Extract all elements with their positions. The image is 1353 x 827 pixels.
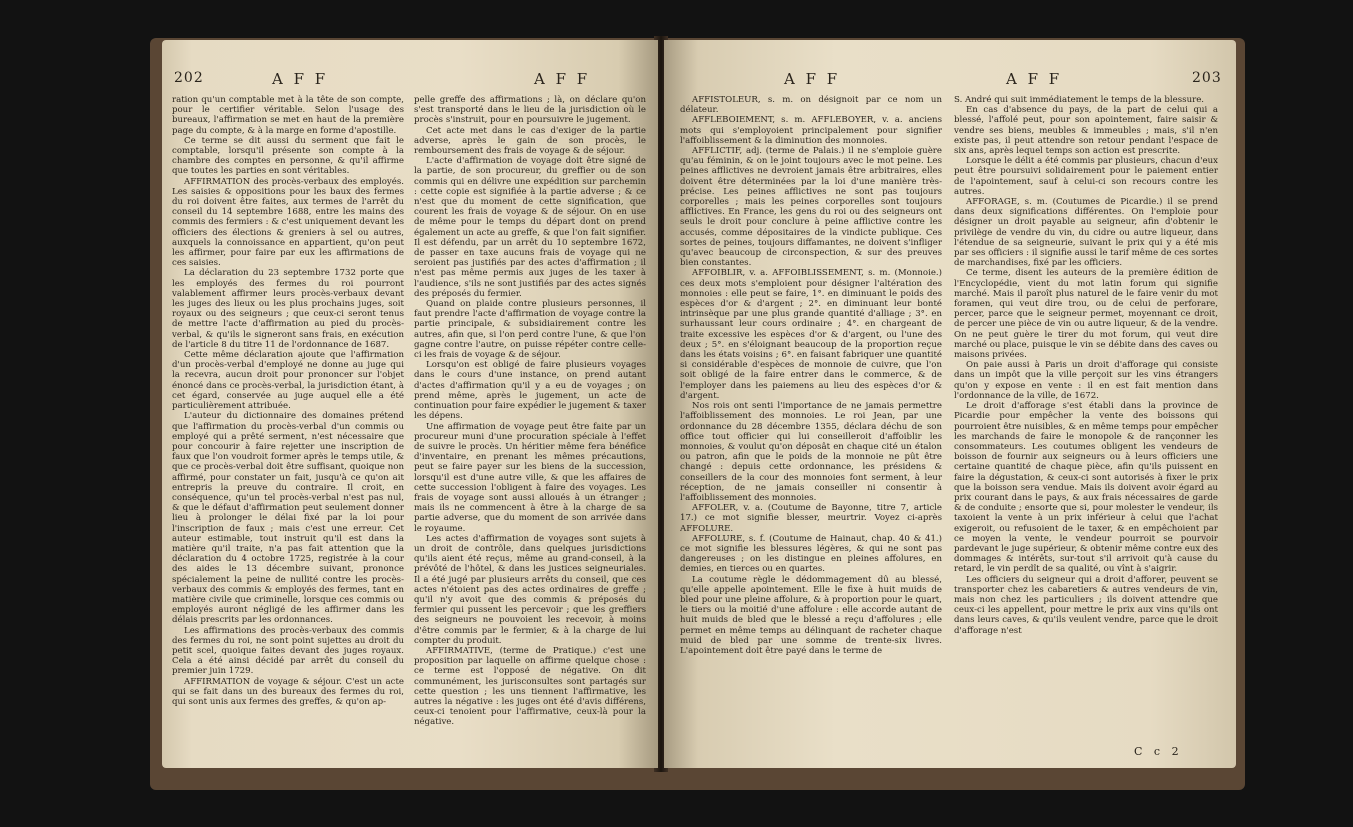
paragraph: AFFLEBOIEMENT, s. m. AFFLEBOYER, v. a. anciens mots qui s'employoient principalement pour signifier l'affoiblissement & la diminution des monnoies. (680, 115, 942, 146)
paragraph: On paie aussi à Paris un droit d'afforage qui consiste dans un impôt que la ville perçoit sur les vins étrangers qu'on y expose en vente : il en est fait mention dans l'ordonnance de la ville, de 1672. (954, 360, 1218, 401)
paragraph: Nos rois ont senti l'importance de ne jamais permettre l'affoiblissement des monnoies. Le roi Jean, par une ordonnance du 28 décembre 1355, déclara déchu de son office tout officier qui lui conseilleroit d'affoiblir les monnoies, & voulut qu'on déposât en chaque cité un étalon ou patron, afin que le poids de la monnoie ne pût être changé : depuis cette ordonnance, les présidens & conseillers de la cour des monnoies font serment, à leur réception, de ne jamais conseiller ni consentir à l'affoiblissement des monnoies. (680, 401, 942, 503)
right-page-column-1 (680, 95, 942, 752)
paragraph: AFFLICTIF, adj. (terme de Palais.) il ne s'emploie guère qu'au féminin, & on le joint toujours avec le mot peine. Les peines afflictives ne devroient jamais être arbitraires, elles doivent être déterminées par la loi d'une manière très-précise. Les peines afflictives ne sont pas toujours corporelles ; mais les peines corporelles sont toujours afflictives. En France, les gens du roi ou des seigneurs ont seuls le droit pour conclure à peine afflictive contre les accusés, comme dépositaires de la vindicte publique. Ces sortes de peines, toujours diffamantes, ne doivent s'infliger qu'avec beaucoup de circonspection, & sur des preuves bien constantes. (680, 146, 942, 269)
running-head-left: A F F (272, 70, 329, 88)
paragraph: Ce terme, disent les auteurs de la première édition de l'Encyclopédie, vient du mot latin forum qui signifie marché. Mais il paroît plus naturel de le faire venir du mot foramen, qui veut dire trou, ou de celui de perforare, percer, parce que le seigneur permet, moyennant ce droit, de percer une pièce de vin ou autre liqueur, & de la vendre. On ne peut guère le tirer du mot forum, qui veut dire marché ou place, puisque le vin se débite dans des caves ou maisons privées. (954, 268, 1218, 361)
paragraph: Quand on plaide contre plusieurs personnes, il faut prendre l'acte d'affirmation de voyage contre la partie principale, & subsidiairement contre les autres, afin que, si l'on perd contre l'une, & que l'on gagne contre l'autre, on puisse répéter contre celle-ci les frais de voyage & de séjour. (414, 299, 646, 361)
paragraph: Cette même déclaration ajoute que l'affirmation d'un procès-verbal d'employé ne donne au juge qui la recevra, aucun droit pour prononcer sur l'objet énoncé dans ce procès-verbal, la jurisdiction étant, à cet égard, conservée au juge auquel elle a été particulièrement attribuée. (172, 350, 404, 412)
paragraph: En cas d'absence du pays, de la part de celui qui a blessé, l'affolé peut, pour son apointement, faire saisir & vendre ses biens, meubles & immeubles ; mais, s'il n'en existe pas, il peut attendre son retour pendant l'espace de six ans, après lequel temps son action est prescrite. (954, 105, 1218, 157)
paragraph: Les officiers du seigneur qui a droit d'afforer, peuvent se transporter chez les cabaretiers & autres vendeurs de vin, mais non chez les particuliers ; ils doivent attendre que ceux-ci les appellent, pour mettre le prix aux vins qu'ils ont dans leurs caves, & qu'ils veulent vendre, parce que le droit d'afforage n'est (954, 574, 1218, 636)
paragraph: L'auteur du dictionnaire des domaines prétend que l'affirmation du procès-verbal d'un commis ou employé qui a prêté serment, n'est nécessaire que pour concourir à faire rejetter une inscription de faux que l'on voudroit former après le temps utile, & que ce procès-verbal doit être suffisant, quoique non affirmé, pour constater un fait, jusqu'à ce qu'on ait entrepris la preuve du contraire. Il croit, en conséquence, qu'un tel procès-verbal n'est pas nul, & que le défaut d'affirmation peut seulement donner lieu à prolonger le délai fixé par la loi pour l'inscription de faux ; mais c'est une erreur. Cet auteur estimable, tout instruit qu'il est dans la matière qu'il traite, n'a pas fait attention que la déclaration du 4 octobre 1725, registrée à la cour des aides le 13 décembre suivant, prononce spécialement la peine de nullité contre les procès-verbaux des commis & employés des fermes, tant en matière civile que criminelle, lorsque ces commis ou employés auront négligé de les affirmer dans les délais prescrits par les ordonnances. (172, 411, 404, 626)
paragraph: Le droit d'afforage s'est établi dans la province de Picardie pour empêcher la vente des boissons qui pourroient être nuisibles, & en même temps pour empêcher les marchands de faire le monopole & de rançonner les consommateurs. Les coutumes obligent les vendeurs de boisson de fournir aux seigneurs ou à leurs officiers une certaine quantité de chaque pièce, afin qu'ils puissent en faire la dégustation, & ceux-ci sont autorisés à fixer le prix que la boisson sera vendue. Mais ils doivent avoir égard au prix courant dans le pays, & aux frais nécessaires de garde & de conduite ; ensorte que si, pour molester le vendeur, ils taxoient la vente à un prix inférieur à celui que l'achat exigeroit, ou refusoient de le taxer, & en empêchoient par ce moyen la vente, le vendeur pourroit se pourvoir pardevant le juge supérieur, & obtenir même contre eux des dommages & intérêts, sur-tout s'il arrivoit qu'à cause du retard, le vin perdît de sa qualité, ou vînt à s'aigrir. (954, 401, 1218, 575)
paragraph: AFFIRMATIVE, (terme de Pratique.) c'est une proposition par laquelle on affirme quelque chose : ce terme est l'opposé de négative. On dit communément, les jurisconsultes sont partagés sur cette question ; les uns tiennent l'affirmative, les autres la négative : les juges ont été d'avis différens, ceux-ci tenoient pour l'affirmative, ceux-là pour la négative. (414, 645, 646, 728)
paragraph: AFFISTOLEUR, s. m. on désignoit par ce nom un délateur. (680, 95, 942, 116)
paragraph: L'acte d'affirmation de voyage doit être signé de la partie, de son procureur, du greffier ou de son commis qui en délivre une expédition sur parchemin : cette copie est signifiée à la partie adverse ; & ce n'est que du moment de cette signification, que courent les frais de voyage & de séjour. On en use de même pour le temps du départ dont on prend également un acte au greffe, & que l'on fait signifier. Il est défendu, par un arrêt du 10 septembre 1672, de passer en taxe aucuns frais de voyage qui ne seroient pas justifiés par des actes d'affirmation ; il n'est pas même permis aux juges de les taxer à l'audience, s'ils ne sont justifiés par des actes signés des préposés du fermier. (414, 156, 646, 299)
right-page (664, 40, 1236, 768)
paragraph: Cet acte met dans le cas d'exiger de la partie adverse, après le gain de son procès, le remboursement des frais de voyage & de séjour. (414, 125, 646, 157)
paragraph: AFFOLER, v. a. (Coutume de Bayonne, titre 7, article 17.) ce mot signifie blesser, meurtrir. Voyez ci-après AFFOLURE. (680, 503, 942, 534)
paragraph: Les affirmations des procès-verbaux des commis des fermes du roi, ne sont point sujettes au droit du petit scel, quoique faites devant des juges royaux. Cela a été ainsi décidé par arrêt du conseil du premier juin 1729. (172, 625, 404, 677)
paragraph: pelle greffe des affirmations ; là, on déclare qu'on s'est transporté dans le lieu de la jurisdiction où le procès s'instruit, pour en poursuivre le jugement. (414, 95, 646, 126)
signature-mark: C c 2 (1134, 745, 1183, 758)
left-page-column-1 (172, 95, 404, 752)
left-page (162, 40, 658, 768)
running-head-right: A F F (534, 70, 591, 88)
right-page-header (664, 70, 1236, 90)
paragraph: AFFIRMATION de voyage & séjour. C'est un acte qui se fait dans un des bureaux des fermes du roi, qui sont unis aux fermes des greffes, & qu'on ap- (172, 676, 404, 707)
paragraph: AFFIRMATION des procès-verbaux des employés. Les saisies & oppositions pour les baux des fermes du roi doivent être faites, aux termes de l'arrêt du conseil du 14 septembre 1688, entre les mains des commis des fermiers : & c'est uniquement devant les officiers des élections & greniers à sel ou autres, auxquels la connoissance en appartient, qu'on peut les affirmer, pour faire par eux les affirmations de ces saisies. (172, 176, 404, 269)
paragraph: Ce terme se dit aussi du serment que fait le comptable, lorsqu'il présente son compte à la chambre des comptes en personne, & qu'il affirme que toutes les parties en sont véritables. (172, 135, 404, 177)
paragraph: La déclaration du 23 septembre 1732 porte que les employés des fermes du roi pourront valablement affirmer leurs procès-verbaux devant les juges des lieux ou les plus prochains juges, soit royaux ou des seigneurs ; que ceux-ci seront tenus de mettre l'acte d'affirmation au pied du procès-verbal, & qu'ils le signeront sans frais, en exécution de l'article 8 du titre 11 de l'ordonnance de 1687. (172, 268, 404, 350)
paragraph: AFFOIBLIR, v. a. AFFOIBLISSEMENT, s. m. (Monnoie.) ces deux mots s'emploient pour désigner l'altération des monnoies : elle peut se faire, 1°. en diminuant le poids des espèces d'or & d'argent ; 2°. en diminuant leur bonté intrinsèque par une plus grande quantité d'alliage ; 3°. en surhaussant leur cours ordinaire ; 4°. en chargeant de traite excessive les espèces d'or & d'argent, ou l'une des deux ; 5°. en s'éloignant beaucoup de la proportion reçue dans les états voisins ; 6°. en faisant fabriquer une quantité si considérable d'espèces de monnoie de cuivre, que l'on soit obligé de la faire entrer dans le commerce, & de l'employer dans les paiemens au lieu des espèces d'or & d'argent. (680, 268, 942, 401)
running-head-right: A F F (1006, 70, 1063, 88)
running-head-left: A F F (784, 70, 841, 88)
paragraph: Lorsque le délit a été commis par plusieurs, chacun d'eux peut être poursuivi solidairement pour le paiement entier de l'apointement, sauf à celui-ci son recours contre les autres. (954, 156, 1218, 197)
paragraph: Lorsqu'on est obligé de faire plusieurs voyages dans le cours d'une instance, on prend autant d'actes d'affirmation qu'il y a eu de voyages ; on prend même, après le jugement, un acte de continuation pour faire expédier le jugement & taxer les dépens. (414, 360, 646, 422)
paragraph: ration qu'un comptable met à la tête de son compte, pour le certifier véritable. Selon l'usage des bureaux, l'affirmation se met en haut de la première page du compte, & à la marge en forme d'apostille. (172, 95, 404, 136)
paragraph: AFFOLURE, s. f. (Coutume de Hainaut, chap. 40 & 41.) ce mot signifie les blessures légères, & qui ne sont pas dangereuses ; on les distingue en pleines affolures, en demies, en tierces ou en quartes. (680, 533, 942, 575)
paragraph: Une affirmation de voyage peut être faite par un procureur muni d'une procuration spéciale à l'effet de suivre le procès. Un héritier même fera bénéfice d'inventaire, en prenant les mêmes précautions, peut se faire payer sur les biens de la succession, lorsqu'il est d'une autre ville, & que les affaires de cette succession l'obligent à faire des voyages. Les frais de voyage sont aussi alloués à un étranger ; mais ils ne commencent à être à la charge de sa partie adverse, que du moment de son arrivée dans le royaume. (414, 421, 646, 534)
right-page-column-2 (954, 95, 1218, 742)
left-page-header (162, 70, 658, 90)
page-number: 203 (1192, 70, 1222, 86)
paragraph: Les actes d'affirmation de voyages sont sujets à un droit de contrôle, dans quelques jurisdictions qu'ils aient été reçus, même au grand-conseil, à la prévôté de l'hôtel, & dans les justices seigneuriales. Il a été jugé par plusieurs arrêts du conseil, que ces actes n'étoient pas des actes ordinaires de greffe ; qu'il n'y avoit que des commis & préposés du fermier qui pussent les percevoir ; que les greffiers des seigneurs ne pouvoient les recevoir, à moins d'être commis par le fermier, & à la charge de lui compter du produit. (414, 533, 646, 646)
paragraph: AFFORAGE, s. m. (Coutumes de Picardie.) il se prend dans deux significations différentes. On l'emploie pour désigner un droit payable au seigneur, afin d'obtenir le privilège de vendre du vin, du cidre ou autre liqueur, dans l'étendue de sa seigneurie, suivant le prix qui y a été mis par ses officiers : il signifie aussi le tarif même de ces sortes de marchandises, fixé par les officiers. (954, 197, 1218, 269)
page-number: 202 (174, 70, 204, 86)
paragraph: S. André qui suit immédiatement le temps de la blessure. (954, 95, 1205, 105)
left-page-column-2 (414, 95, 646, 752)
paragraph: La coutume règle le dédommagement dû au blessé, qu'elle appelle apointement. Elle le fixe à huit muids de bled pour une pleine affolure, & à proportion pour le quart, le tiers ou la moitié d'une affolure : elle accorde autant de huit muids de bled que le blessé a reçu d'affolures ; elle permet en même temps au délinquant de racheter chaque muid de bled par une somme de trente-six livres. L'apointement doit être payé dans le terme de (680, 574, 942, 656)
